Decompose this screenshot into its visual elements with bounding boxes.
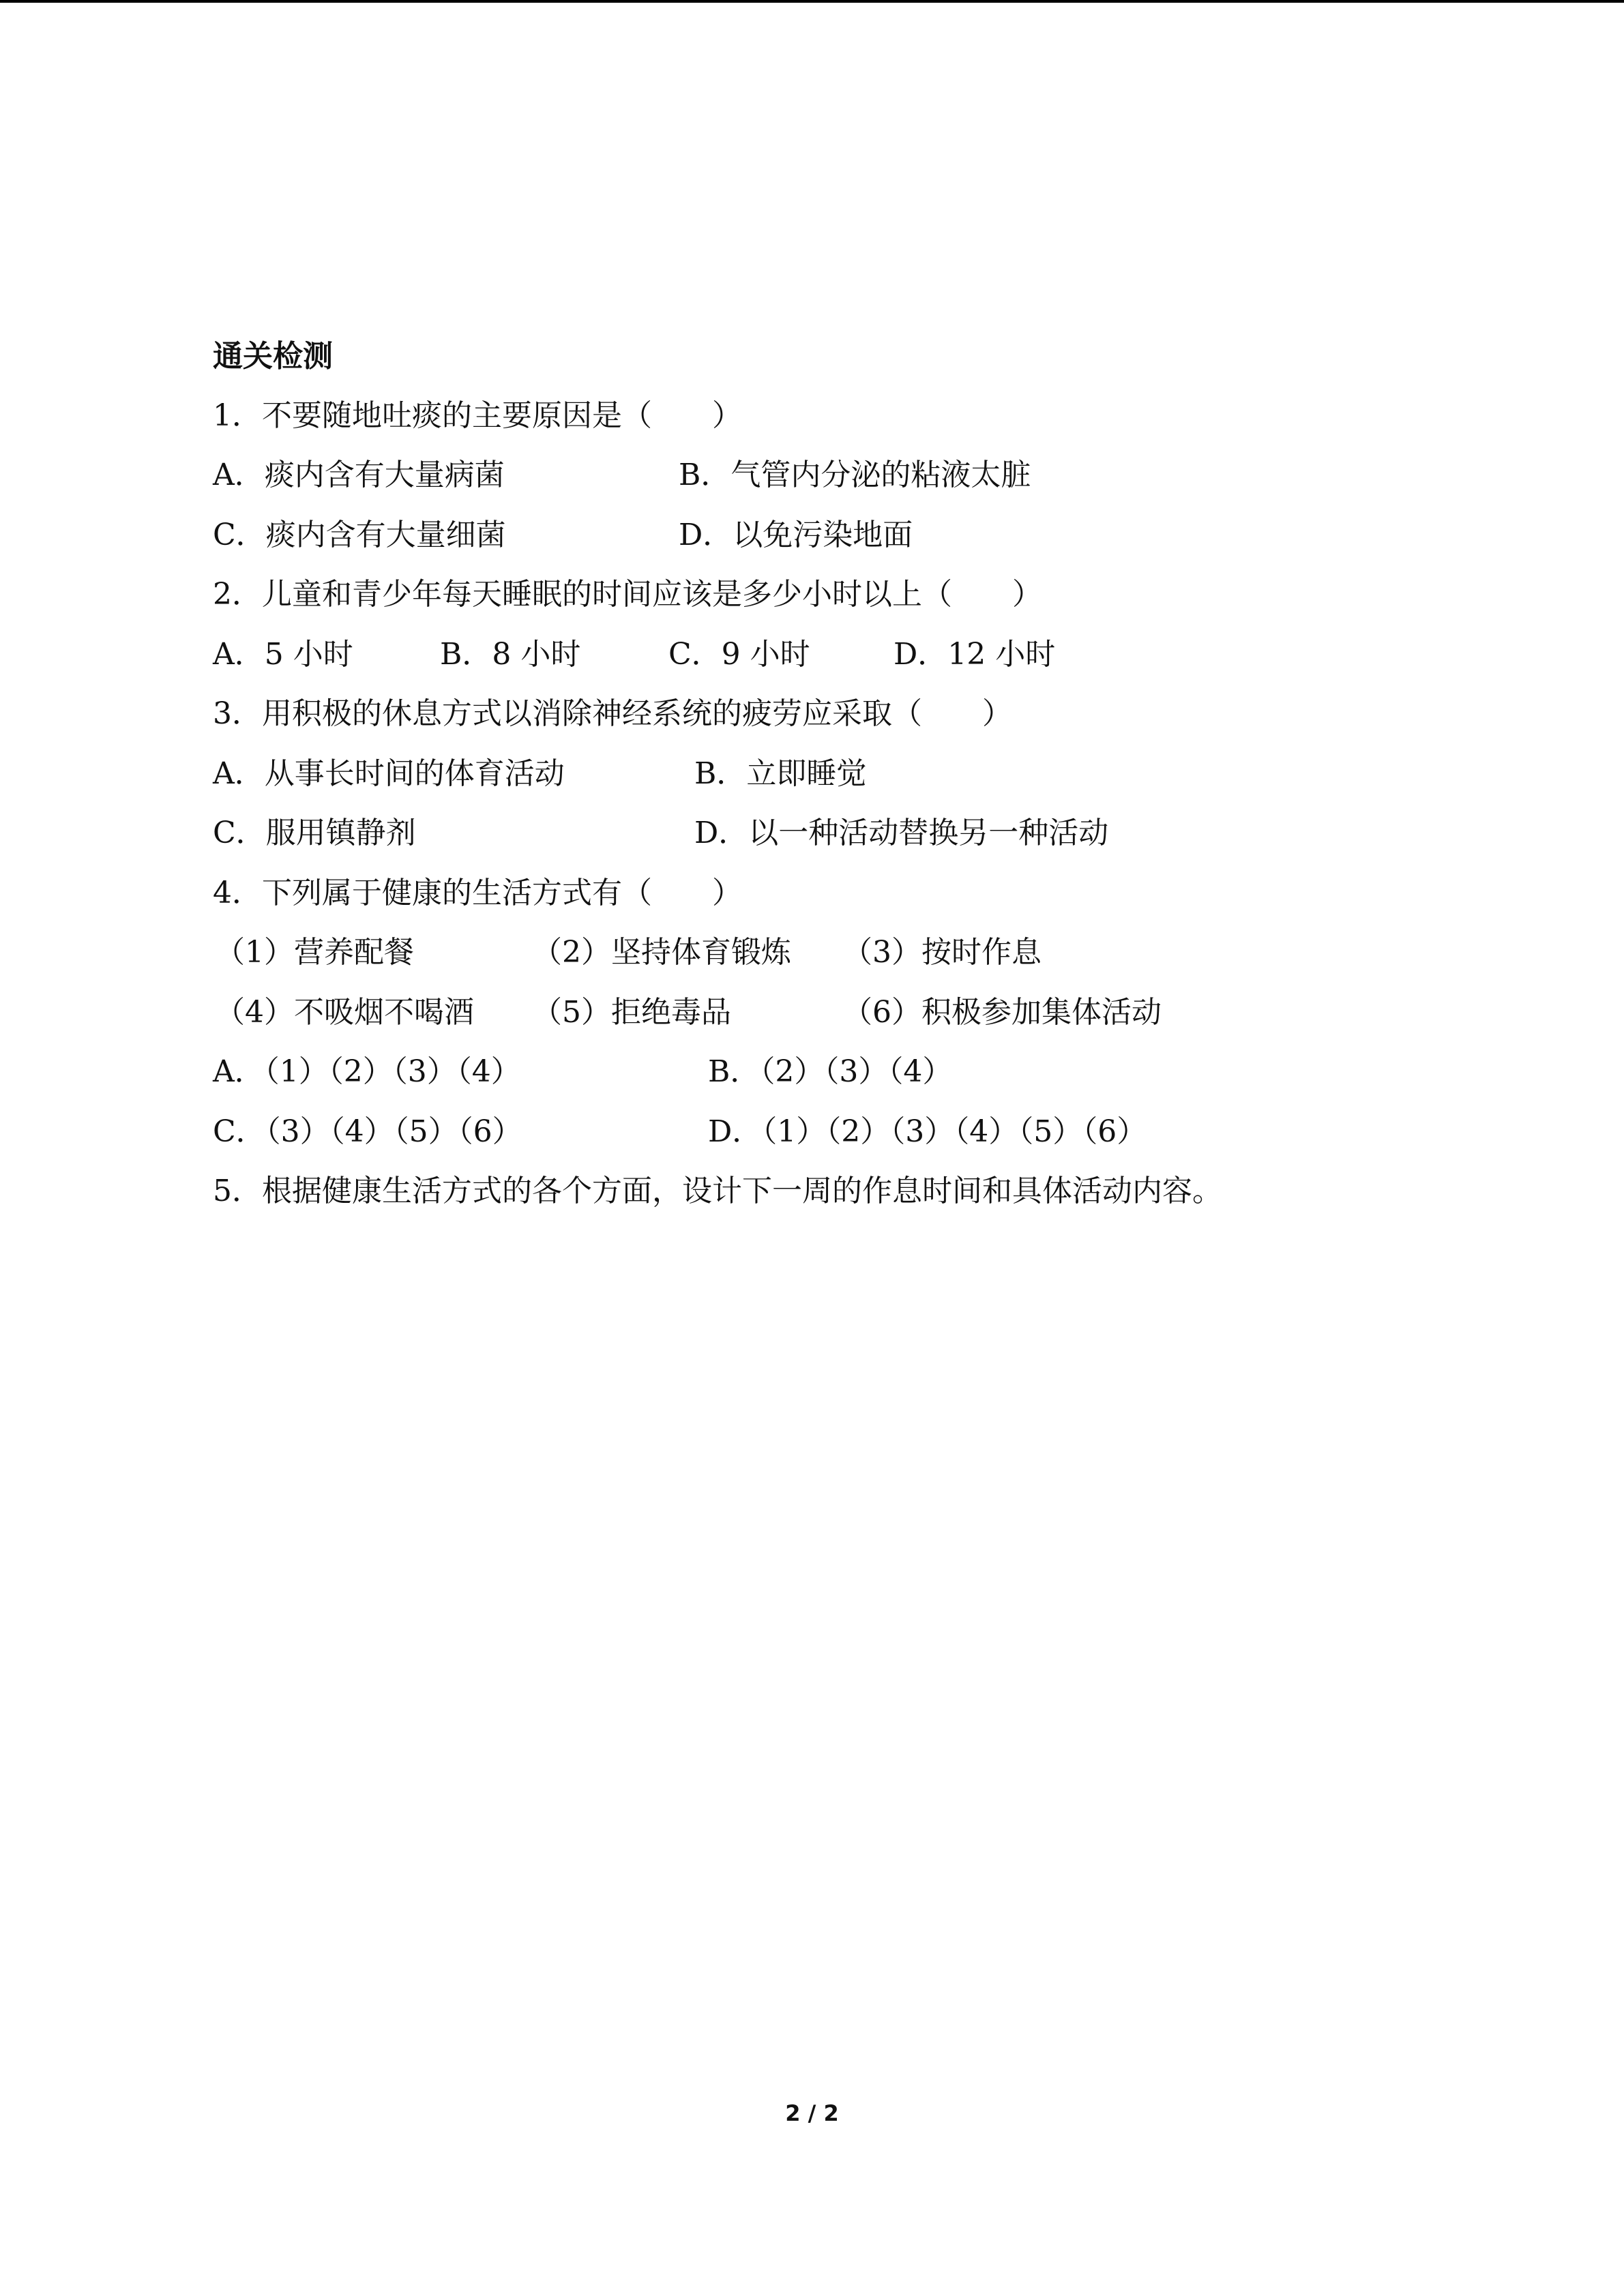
question-1-option-b: B．气管内分泌的粘液太脏 <box>679 458 1031 492</box>
question-3-option-b: B．立即睡觉 <box>694 756 867 791</box>
question-4-items-row-2 <box>0 982 1624 1043</box>
section-heading: 通关检测 <box>213 339 333 374</box>
question-5 <box>0 1161 1624 1222</box>
question-5-stem: 5．根据健康生活方式的各个方面，设计下一周的作息时间和具体活动内容。 <box>213 1174 1222 1208</box>
question-3-options-row-1 <box>0 743 1624 805</box>
question-1-option-d: D．以免污染地面 <box>679 518 913 552</box>
question-2 <box>0 564 1624 625</box>
question-1-stem: 1．不要随地吐痰的主要原因是（ ） <box>213 398 742 433</box>
page-top-border <box>0 0 1624 3</box>
question-4-item-4: （4）不吸烟不喝酒 <box>215 995 474 1030</box>
question-2-option-b: B．8 小时 <box>440 637 581 672</box>
question-4-options-row-2 <box>0 1101 1624 1163</box>
question-4-option-b: B．（2）（3）（4） <box>708 1054 953 1089</box>
question-4-option-d: D．（1）（2）（3）（4）（5）（6） <box>708 1114 1147 1149</box>
question-4-item-6: （6）积极参加集体活动 <box>842 995 1162 1030</box>
question-3-option-d: D．以一种活动替换另一种活动 <box>694 816 1109 850</box>
question-2-stem: 2．儿童和青少年每天睡眠的时间应该是多少小时以上（ ） <box>213 577 1042 612</box>
question-2-option-a: A．5 小时 <box>213 637 353 672</box>
question-4-options-row-1 <box>0 1041 1624 1103</box>
question-1-option-a: A．痰内含有大量病菌 <box>213 458 505 492</box>
question-4-stem: 4．下列属于健康的生活方式有（ ） <box>213 876 742 910</box>
question-3-options-row-2 <box>0 803 1624 864</box>
question-3 <box>0 683 1624 745</box>
question-4-item-5: （5）拒绝毒品 <box>532 995 731 1030</box>
question-4-item-2: （2）坚持体育锻炼 <box>532 935 791 970</box>
question-2-option-d: D．12 小时 <box>894 637 1056 672</box>
question-4 <box>0 863 1624 924</box>
question-1-options-row-2 <box>0 505 1624 566</box>
question-2-options-row <box>0 624 1624 685</box>
question-4-items-row-1 <box>0 922 1624 983</box>
question-4-item-1: （1）营养配餐 <box>215 935 414 970</box>
question-4-item-3: （3）按时作息 <box>842 935 1042 970</box>
question-4-option-a: A．（1）（2）（3）（4） <box>213 1054 521 1089</box>
question-4-option-c: C．（3）（4）（5）（6） <box>213 1114 522 1149</box>
question-2-option-c: C．9 小时 <box>668 637 810 672</box>
question-1-option-c: C．痰内含有大量细菌 <box>213 518 506 552</box>
question-1 <box>0 385 1624 447</box>
question-3-stem: 3．用积极的休息方式以消除神经系统的疲劳应采取（ ） <box>213 696 1012 731</box>
question-1-options-row-1 <box>0 445 1624 506</box>
question-3-option-c: C．服用镇静剂 <box>213 816 416 850</box>
page-number: 2 / 2 <box>785 2100 839 2126</box>
question-3-option-a: A．从事长时间的体育活动 <box>213 756 565 791</box>
